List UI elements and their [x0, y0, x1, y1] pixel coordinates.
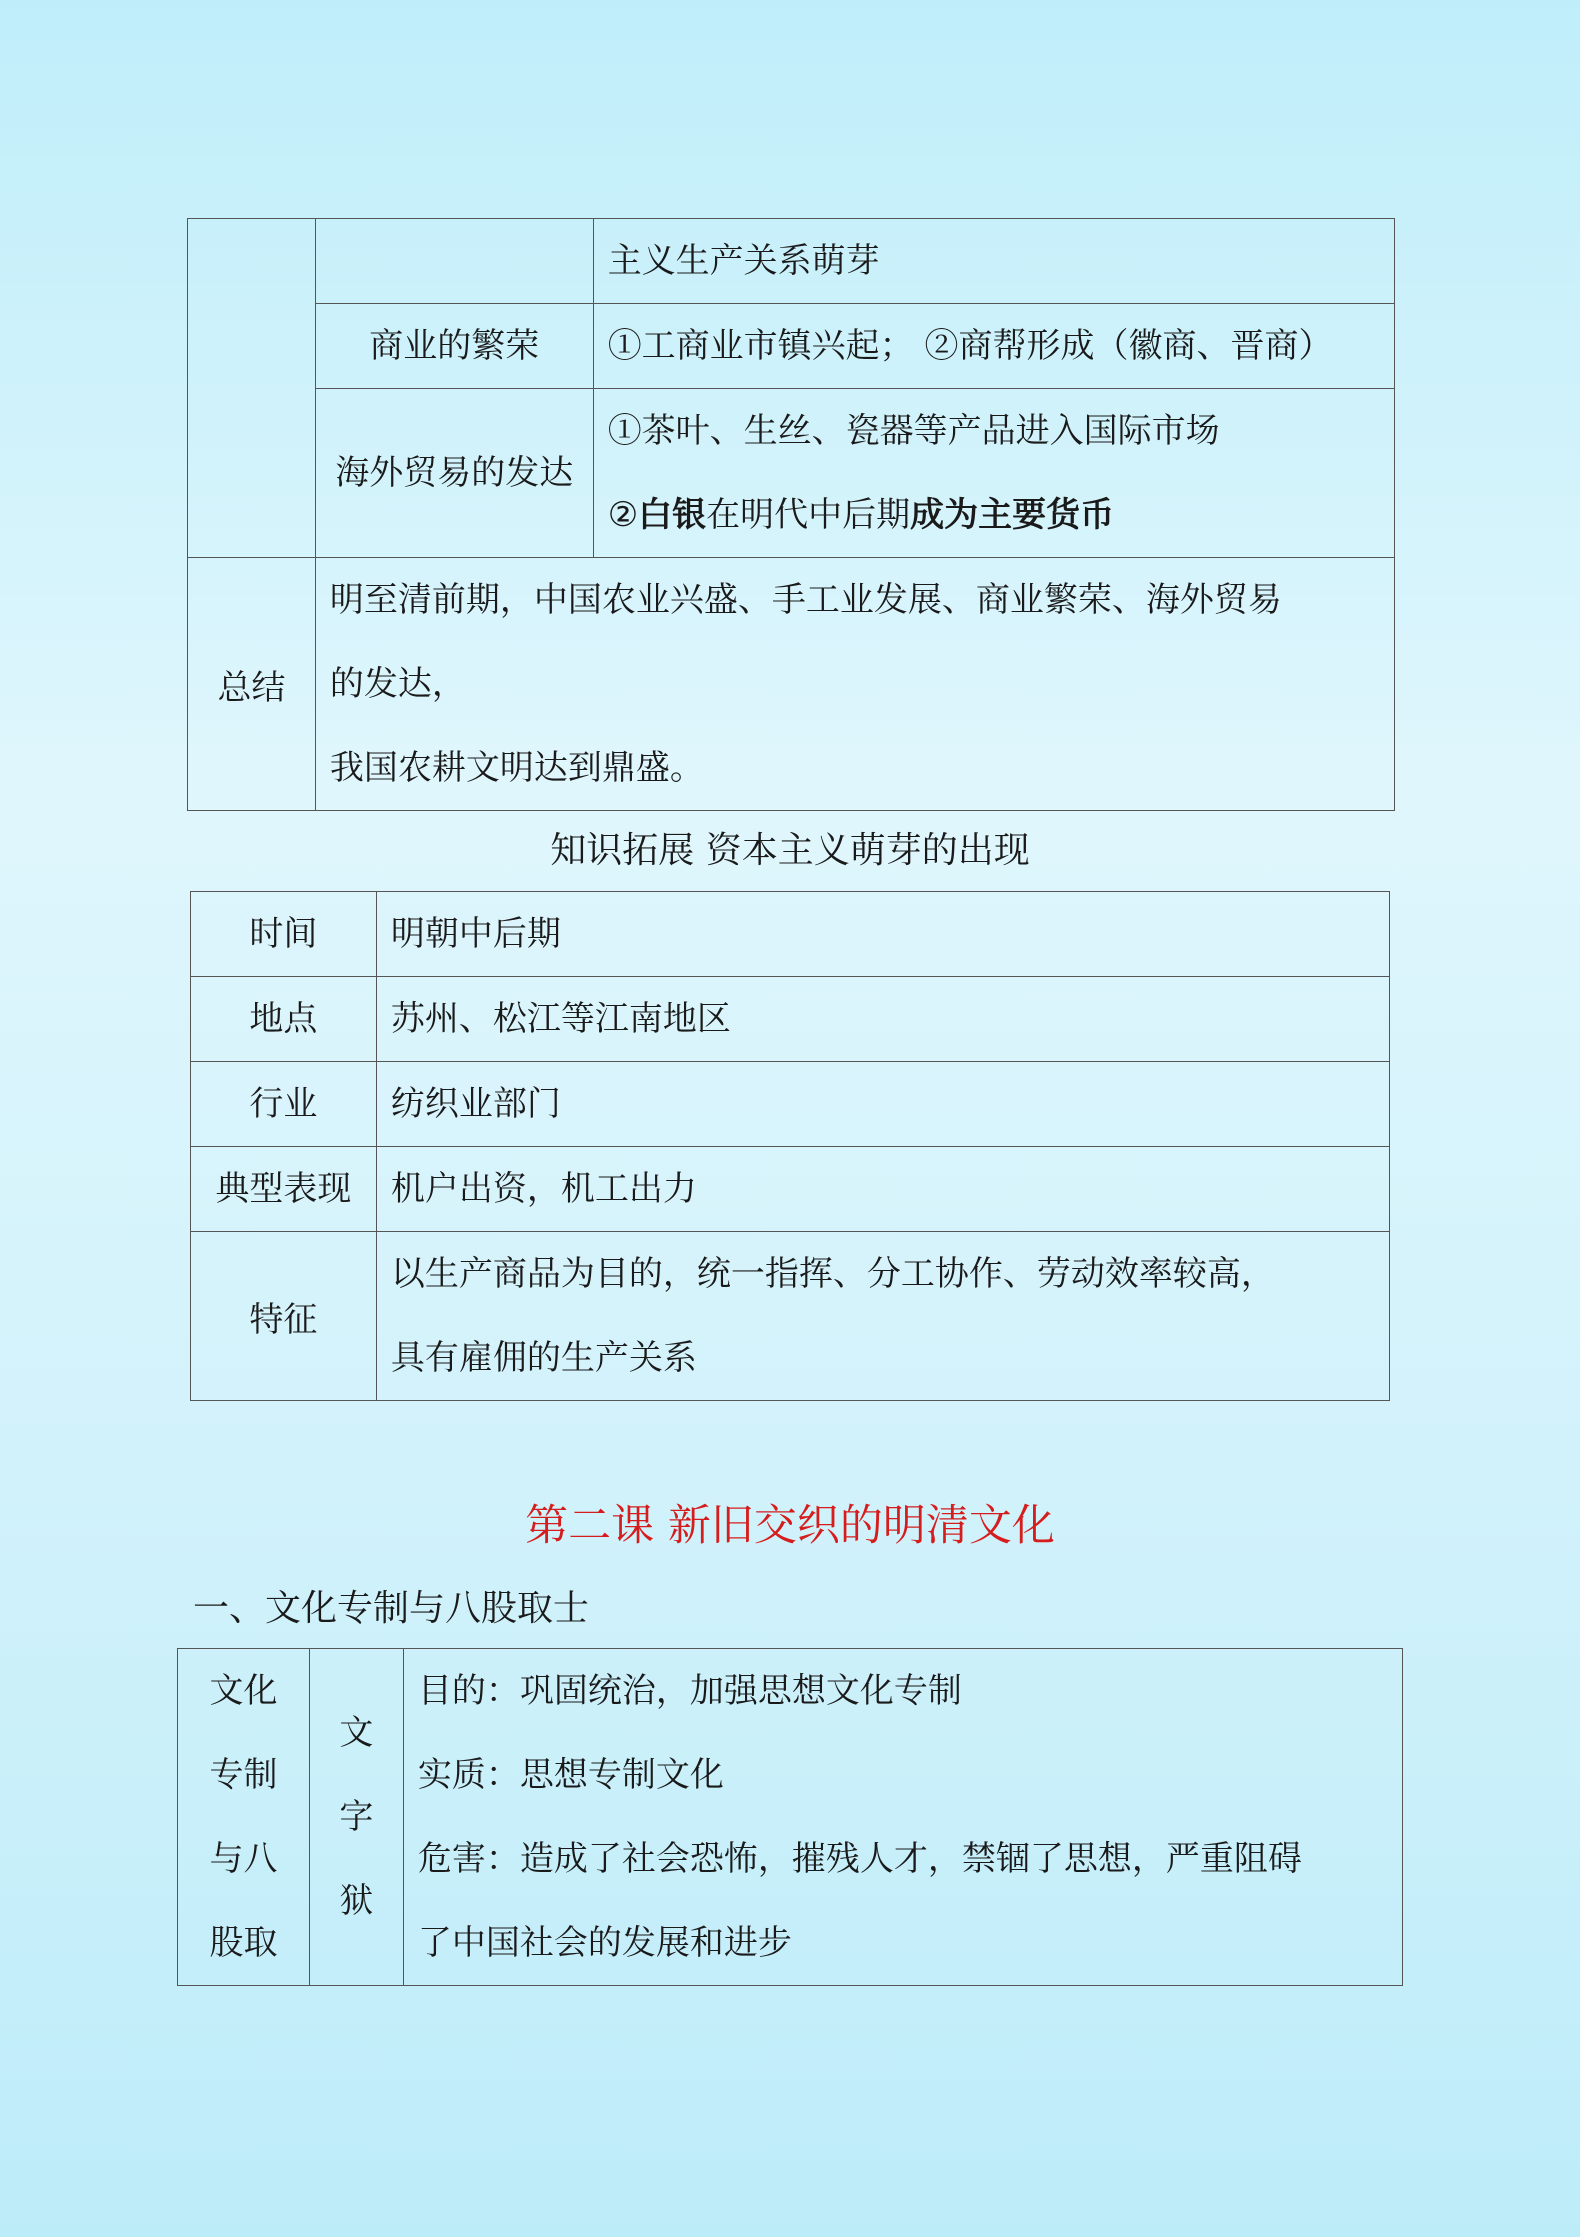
feature-value	[376, 1232, 1389, 1401]
currency-text: 成为主要货币	[910, 495, 1115, 535]
inquisition-char: 文	[339, 1713, 374, 1753]
summary-line3: 我国农耕文明达到鼎盛。	[329, 748, 704, 788]
time-label: 时间	[191, 892, 377, 977]
overseas-trade-content	[593, 389, 1394, 558]
section-heading: 一、文化专制与八股取士	[193, 1588, 590, 1629]
feature-label: 特征	[191, 1232, 377, 1401]
industry-value: 纺织业部门	[376, 1062, 1389, 1147]
silver-text: 白银	[638, 495, 707, 535]
summary-label: 总结	[188, 558, 316, 811]
cultural-autocracy-table	[177, 1648, 1403, 1986]
harm-line: 危害：造成了社会恐怖，摧残人才，禁锢了思想，严重阻碍	[417, 1839, 1302, 1879]
mid-text: 在明代中后期	[706, 495, 911, 535]
category-line: 与八	[209, 1839, 278, 1879]
subcategory-cell-empty	[315, 219, 593, 304]
commerce-content: ①工商业市镇兴起； ②商帮形成（徽商、晋商）	[593, 304, 1394, 389]
industry-label: 行业	[191, 1062, 377, 1147]
category-cell-empty	[188, 219, 316, 558]
feature-line1: 以生产商品为目的，统一指挥、分工协作、劳动效率较高，	[390, 1254, 1275, 1294]
category-line: 专制	[209, 1755, 278, 1795]
overseas-trade-line2	[608, 473, 1386, 557]
culture-category-cell	[178, 1649, 310, 1986]
essence-line: 实质：思想专制文化	[417, 1755, 724, 1795]
literary-inquisition-cell	[309, 1649, 403, 1986]
commerce-label: 商业的繁荣	[315, 304, 593, 389]
capitalism-sprout-text: 主义生产关系萌芽	[593, 219, 1394, 304]
overseas-trade-line1: ①茶叶、生丝、瓷器等产品进入国际市场	[607, 411, 1220, 451]
purpose-line: 目的：巩固统治，加强思想文化专制	[417, 1671, 962, 1711]
category-line: 文化	[209, 1671, 278, 1711]
time-value: 明朝中后期	[376, 892, 1389, 977]
inquisition-details	[403, 1649, 1402, 1986]
overseas-trade-label: 海外贸易的发达	[315, 389, 593, 558]
category-line: 股取	[209, 1923, 278, 1963]
knowledge-extension-title: 知识拓展 资本主义萌芽的出现	[550, 830, 1030, 871]
place-label: 地点	[191, 977, 377, 1062]
feature-line2: 具有雇佣的生产关系	[390, 1338, 697, 1378]
circle-two: ②	[607, 495, 639, 535]
inquisition-char: 狱	[339, 1881, 374, 1921]
harm-line-cont: 了中国社会的发展和进步	[417, 1923, 792, 1963]
capitalism-sprouts-table	[190, 891, 1390, 1401]
summary-line1: 明至清前期，中国农业兴盛、手工业发展、商业繁荣、海外贸易	[329, 580, 1282, 620]
typical-label: 典型表现	[191, 1147, 377, 1232]
typical-value: 机户出资，机工出力	[376, 1147, 1389, 1232]
summary-content	[315, 558, 1394, 811]
economy-table	[187, 218, 1395, 811]
summary-line2: 的发达，	[329, 664, 466, 704]
lesson-title: 第二课 新旧交织的明清文化	[525, 1501, 1055, 1551]
place-value: 苏州、松江等江南地区	[376, 977, 1389, 1062]
inquisition-char: 字	[339, 1797, 374, 1837]
